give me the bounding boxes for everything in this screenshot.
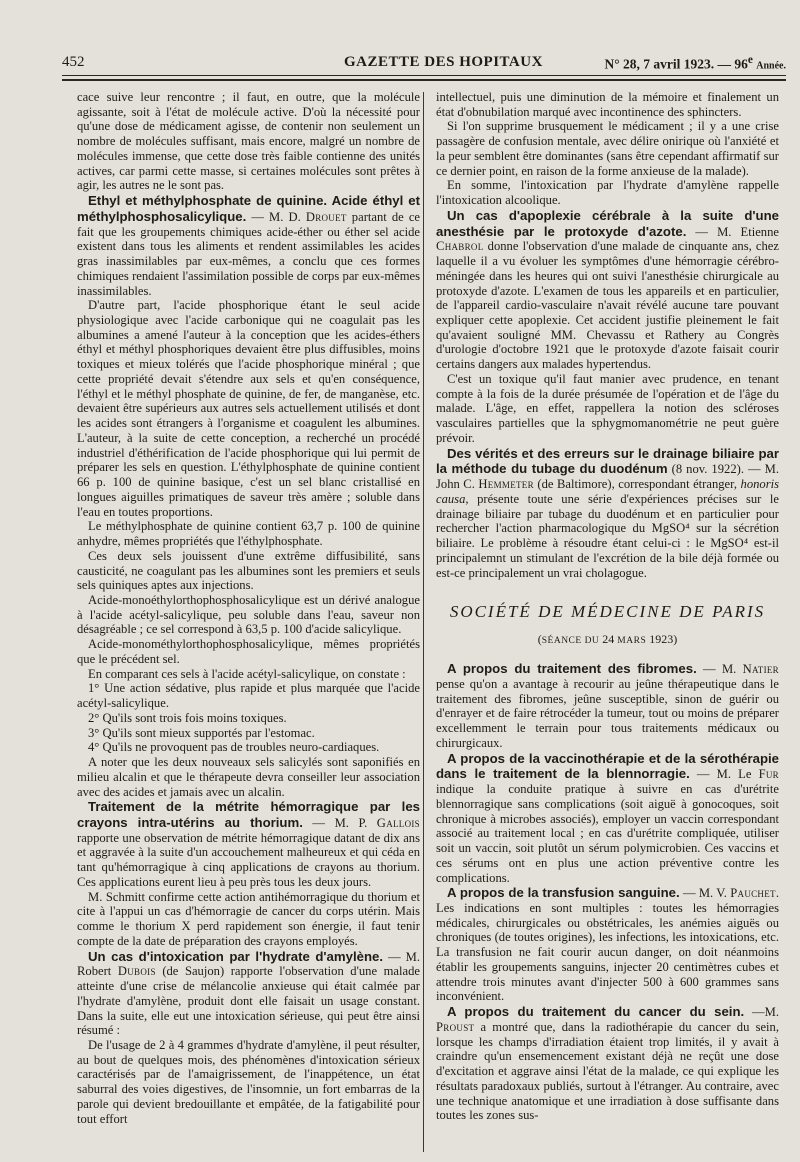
- issue-info: N° 28, 7 avril 1923. — 96e Année.: [604, 54, 786, 72]
- seance-date: (SÉANCE DU 24 MARS 1923): [537, 632, 678, 647]
- list-item: 1° Une action sédative, plus rapide et plus marquée que l'acide acétyl-salicylique.: [77, 681, 420, 711]
- paragraph: Acide-monométhylorthophosphosalicylique, mêmes propriétés que le précédent sel.: [77, 637, 420, 666]
- left-column: [77, 90, 420, 1150]
- paragraph: En comparant ces sels à l'acide acétyl-salicylique, on constate :: [88, 666, 406, 681]
- paragraph: Le méthylphosphate de quinine contient 63,7 p. 100 de quinine anhydre, mêmes propriétés que l'éthylphosphate.: [77, 519, 420, 549]
- paragraph: D'autre part, l'acide phosphorique étant le seul acide physiologique avec l'acide carbonique qui ne coagulait pas les albumines a amené l'auteur à la conception que les acides-éthers éthyl et méthyl phosphoriques devaient être plus diffusibles, moins toxiques et mieux tolérés que l'acide phosphorique minéral ; que cette propriété devait s'étendre aux sels et qu'en conséquence, l'éthyl et le méthyl phosphate de quinine, de fer, de manganèse, etc. devaient être supérieurs aux autres sels actuellement utilisés et dont les acides sont étrangers à l'organisme et coagulent les albumines. L'auteur, à la suite de cette conception, a recherché un procédé industriel d'éthérification de l'acide phosphorique qui lui permit de préparer les sels en question. L'éthylphosphate de quinine contient 66 p. 100 de quinine basique, c'est un sel blanc cristallisé en longues aiguilles primatiques de saveur très amère ; soluble dans l'eau en toutes proportions.: [77, 298, 420, 519]
- right-column: [436, 90, 779, 1150]
- article-heading: Traitement de la métrite hémorragique par les crayons intra-utérins au thorium.: [77, 799, 420, 830]
- article-ethylphosphate: Ethyl et méthylphosphate de quinine. Acide éthyl et méthylphosphosalicylique. — M. D. Drouet partant de ce fait que les groupements chimiques acide-éther ou éther sel acide existent dans tous les aliments et rendent assimilables les acides gras inassimilables par eux-mêmes, a conclu que ces formes chimiques rendaient l'assimilation possible de corps par eux-mêmes inassimilables.: [77, 193, 420, 298]
- author-name: Drouet: [305, 209, 347, 224]
- author-name: Dubois: [117, 964, 156, 979]
- author-name: Natier: [742, 662, 779, 677]
- article-cancer-sein: A propos du traitement du cancer du sein. —M. Proust a montré que, dans la radiothérapie du cancer du sein, lorsque les champs d'irradiation étaient trop limités, il y avait à craindre qu'un ensemencement existant déjà ne reçût une dose d'excitation et aggrave ainsi l'état de la malade, ce qui explique les résultats paradoxaux publiés, surtout à l'étranger. Au contraire, avec une technique anatomique et une irradiation à dose suffisante dans toutes les zones sus-: [436, 1004, 779, 1123]
- list-item: 3° Qu'ils sont mieux supportés par l'estomac.: [88, 725, 315, 740]
- author-name: Gallois: [376, 815, 420, 830]
- column-divider: [423, 92, 424, 1152]
- paragraph: cace suive leur rencontre ; il faut, en outre, que la molécule agissante, soit à l'état de molécule active. D'où la nécessité pour qu'une dose de médicament agisse, de contenir non seulement un nombre de molécules suffisant, mais encore, malgré un nombre de molécules immense, que cette dose très faible contienne des unités actives, car parmi cette masse, si certaines molécules sont prêtes à agir, les autres ne le sont pas.: [77, 90, 420, 193]
- author-name: Hemmeter: [478, 477, 534, 492]
- article-heading: A propos du traitement des fibromes.: [447, 661, 697, 677]
- article-heading: Des vérités et des erreurs sur le drainage biliaire par la méthode du tubage du duodénum: [436, 445, 779, 477]
- paragraph: M. Schmitt confirme cette action antihémorragique du thorium et cite à l'appui un cas d'hémorragie de cancer du corps utérin. Mais comme le thorium X perd rapidement son énergie, il faut tenir compte de la date de préparation des crayons employés.: [77, 889, 420, 948]
- article-fibromes: A propos du traitement des fibromes. — M. Natier pense qu'on a avantage à recourir au jeûne thérapeutique dans le traitement des fibromes, jeûne susceptible, sinon de guérir ou d'enrayer et de faire rétrocéder la tumeur, tout ou moins de préparer excellemment le terrain pour tous traitements médicaux ou chirurgicaux.: [436, 661, 779, 750]
- author-name: Pauchet: [730, 886, 776, 901]
- paragraph: Ces deux sels jouissent d'une extrême diffusibilité, sans causticité, ne coagulant pas les albumines sont les premiers et seuls sels quiniques aptes aux injections.: [77, 548, 420, 593]
- article-heading: A propos du traitement du cancer du sein.: [447, 1004, 745, 1020]
- article-heading: Un cas d'intoxication par l'hydrate d'amylène.: [88, 948, 384, 964]
- section-title-societe: SOCIÉTÉ DE MÉDECINE DE PARIS: [449, 602, 766, 622]
- paragraph: A noter que les deux nouveaux sels salicylés sont saponifiés en milieu alcalin et que le thérapeute devra conseiller leur association avec des acides et jamais avec un alcalin.: [77, 755, 420, 799]
- article-amylene: Un cas d'intoxication par l'hydrate d'amylène. — M. Robert Dubois (de Saujon) rapporte l'observation d'une malade atteinte d'une crise de mélancolie anxieuse qui était calmée par l'hydrate d'amylène, produit dont elle faisait un usage constant. Dans la suite, elle eut une intoxication sérieuse, qui peut être ainsi résumé :: [77, 948, 420, 1038]
- header-rule-thick: [62, 79, 786, 81]
- article-heading: A propos de la transfusion sanguine.: [447, 885, 680, 901]
- article-transfusion: A propos de la transfusion sanguine. — M. V. Pauchet. Les indications en sont multiples : toutes les hémorragies médicales, chirurgicales ou obstétricales, les anémies aiguës ou chroniques (de toutes origines), les infections, les intoxications, etc. La transfusion ne fait courir aucun danger, on doit néanmoins établir les groupements sanguins, injecter 20 centimètres cubes et attendre trois minutes avant d'injecter 500 à 600 grammes sans inconvénient.: [436, 885, 779, 1004]
- paragraph: De l'usage de 2 à 4 grammes d'hydrate d'amylène, il peut résulter, au bout de quelques mois, des phénomènes d'intoxication sérieux caractérisés par de l'amaigrissement, de l'inappétence, un état saburral des voies digestives, de l'insomnie, un fort embarras de la parole qui devient bredouillante et empâtée, de la fatigabilité pour tout effort: [77, 1038, 420, 1126]
- paragraph: En somme, l'intoxication par l'hydrate d'amylène rappelle l'intoxication alcoolique.: [436, 178, 779, 208]
- article-apoplexie: Un cas d'apoplexie cérébrale à la suite d'une anesthésie par le protoxyde d'azote. — M. Etienne Chabrol donne l'observation d'une malade de cinquante ans, chez laquelle il a vu évoluer les symptômes d'une hémorragie cérébro-méningée dans les heures qui ont suivi l'anesthésie chirurgicale au protoxyde d'azote. L'examen de tous les appareils et en particulier, de l'appareil cardio-vasculaire n'avait révélé aucune tare pouvant expliquer cette apoplexie. Cet accident justifie pleinement le fait qu'avaient souligné MM. Chevassu et Rathery au Congrès d'urologie d'octobre 1921 que le protoxyde d'azote faisait courir certains dangers aux malades hypertendus.: [436, 207, 779, 372]
- article-heading: A propos de la vaccinothérapie et de la sérothérapie dans le traitement de la blennorragie.: [436, 750, 779, 782]
- list-item: 2° Qu'ils sont trois fois moins toxiques.: [88, 710, 287, 725]
- page-header: [62, 50, 786, 72]
- paragraph: C'est un toxique qu'il faut manier avec prudence, en tenant compte à la fois de la durée présumée de l'opération et de l'âge du malade. L'âge, en effet, rappellera la notion des scléroses vasculaires partielles que la sphygmomanométrie ne peut guère prévoir.: [436, 371, 779, 445]
- page-number: 452: [62, 54, 85, 70]
- journal-title: GAZETTE DES HOPITAUX: [344, 54, 543, 70]
- author-name: Proust: [436, 1019, 475, 1034]
- author-name: Chabrol: [436, 239, 484, 254]
- header-rule: [62, 75, 786, 76]
- article-blennorragie: A propos de la vaccinothérapie et de la sérothérapie dans le traitement de la blennorragie. — M. Le Fur indique la conduite pratique à suivre en cas d'urétrite blennorragique sans complications (soit aiguë à gonocoques, soit chronique à microbes associés), employer un vaccin correspondant associé au traitement local ; en cas d'urétrite compliquée, utiliser soit un vaccin, soit plutôt un sérum polymicrobien. Ces vaccins et ces sérums ont en plus une action préventive contre les complications.: [436, 750, 779, 885]
- list-item: 4° Qu'ils ne provoquent pas de troubles neuro-cardiaques.: [88, 740, 380, 755]
- article-drainage-biliaire: Des vérités et des erreurs sur le drainage biliaire par la méthode du tubage du duodénum (8 nov. 1922). — M. John C. Hemmeter (de Baltimore), correspondant étranger, honoris causa, présente toute une série d'expériences précises sur le drainage biliaire par tubage du duodénum et en particulier pour rechercher l'action pharmacologique du MgSO⁴ sur la sécrétion biliaire. Le problème à résoudre étant celui-ci : le MgSO⁴ est-il principalemnt un stimulant de l'excrétion de la bile déjà formée ou est-ce principalement un vrai cholagogue.: [436, 445, 779, 580]
- article-heading: Un cas d'apoplexie cérébrale à la suite d'une anesthésie par le protoxyde d'azote.: [436, 207, 779, 239]
- paragraph: Si l'on supprime brusquement le médicament ; il y a une crise passagère de confusion mentale, avec délire onirique où l'anxiété et la peur semblent être dominantes (sans être cependant affirmatif sur ce dernier point, en raison de la forme anxieuse de la malade).: [436, 119, 779, 178]
- paragraph: intellectuel, puis une diminution de la mémoire et finalement un état d'obnubilation marqué avec incontinence des sphincters.: [436, 90, 779, 119]
- paragraph: Acide-monoéthylorthophosphosalicylique est un dérivé analogue à l'acide acétyl-salicylique, peu soluble dans l'eau, saveur non désagréable ; ce sel correspond à 63,5 p. 100 d'acide salicylique.: [77, 592, 420, 637]
- article-metrite: Traitement de la métrite hémorragique par les crayons intra-utérins au thorium. — M. P. Gallois rapporte une observation de métrite hémorragique datant de dix ans et aggravée à la suite d'un accouchement malheureux et qui céda en tant qu'hémorragique à cinq applications de crayons au thorium. Ces applications eurent lieu à peu près tous les deux jours.: [77, 799, 420, 889]
- author-name: Fur: [758, 767, 779, 782]
- article-heading: Ethyl et méthylphosphate de quinine. Acide éthyl et méthylphosphosalicylique.: [77, 193, 420, 224]
